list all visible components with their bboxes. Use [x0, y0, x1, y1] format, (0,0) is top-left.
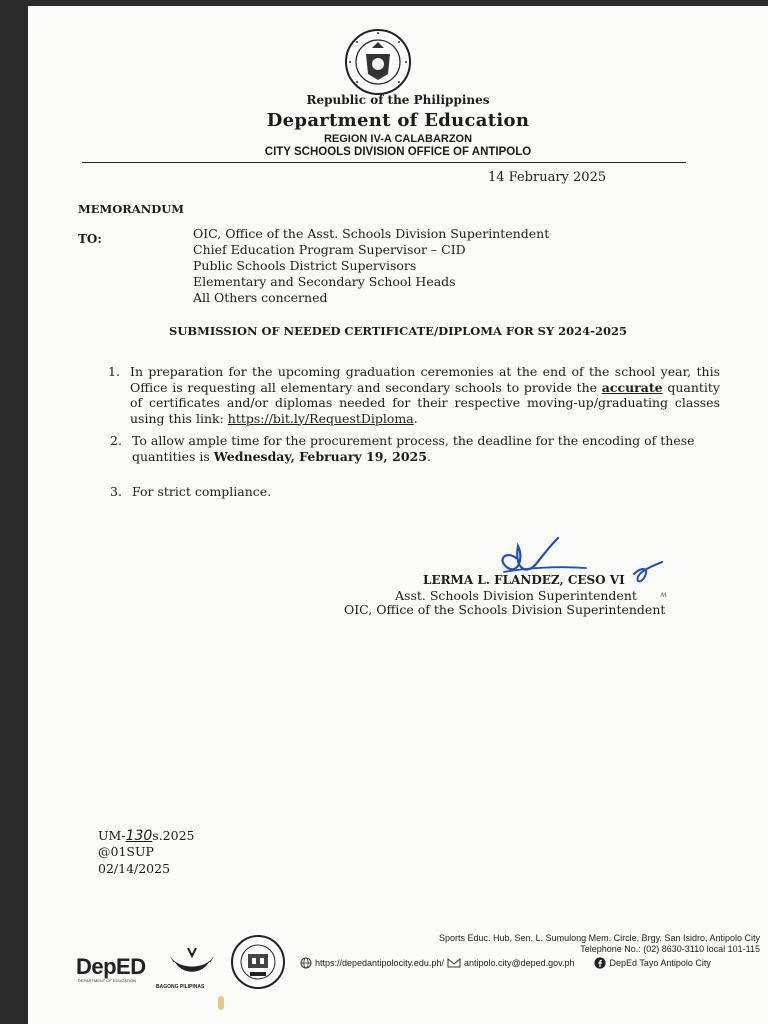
paragraph-text: In preparation for the upcoming graduation ceremonies at the end of the school year, this Office is requesting all elementary and secondary schools to provide the [130, 364, 720, 395]
memo-date: 14 February 2025 [488, 170, 607, 185]
signatory-title: Asst. Schools Division Superintendent [395, 588, 637, 603]
bagong-pilipinas-logo-icon [162, 944, 222, 984]
republic-heading: Republic of the Philippines [306, 93, 490, 107]
memo-page [28, 6, 768, 1024]
initial-mark-icon: ʍ [660, 590, 667, 599]
facebook-icon [594, 957, 606, 969]
memo-label: MEMORANDUM [78, 202, 184, 216]
recipient: Elementary and Secondary School Heads [193, 274, 456, 289]
paragraph-2 [110, 433, 722, 464]
control-suffix: s.2025 [152, 828, 195, 843]
paragraph-number: 2. [110, 433, 122, 448]
paragraph-text: quantity of certificates and/or diplomas needed for their respective moving-up/graduating classes using this link: [130, 379, 720, 426]
control-prefix: UM- [98, 828, 126, 843]
office-heading: CITY SCHOOLS DIVISION OFFICE OF ANTIPOLO [264, 146, 532, 158]
footer-address: Sports Educ. Hub, Sen. L. Sumulong Mem. Circle, Brgy. San Isidro, Antipolo City [439, 933, 760, 943]
paragraph-text: To allow ample time for the procurement process, the deadline for the encoding of these quantities is [132, 433, 695, 464]
header-divider [82, 162, 686, 163]
email-link[interactable]: antipolo.city@deped.gov.ph [463, 958, 575, 968]
footer-telephone: Telephone No.: (02) 8630-3110 local 101-115 [580, 944, 760, 954]
recipient: Public Schools District Supervisors [193, 258, 417, 273]
deped-seal-icon [344, 28, 412, 96]
memo-control-number [98, 828, 195, 844]
paragraph-text: . [426, 448, 431, 464]
office-code: @01SUP [98, 844, 154, 859]
deadline-text: Wednesday, February 19, 2025 [213, 448, 427, 464]
facebook-page-link[interactable]: DepEd Tayo Antipolo City [609, 958, 711, 968]
request-diploma-link[interactable]: https://bit.ly/RequestDiploma [227, 410, 414, 426]
region-heading: REGION IV-A CALABARZON [323, 133, 473, 145]
recipient: OIC, Office of the Asst. Schools Division Superintendent [193, 226, 550, 241]
paragraph-1 [108, 364, 720, 426]
to-label: TO: [78, 232, 102, 246]
deped-logo-subtitle: DEPARTMENT OF EDUCATION [78, 978, 137, 983]
control-date: 02/14/2025 [98, 861, 171, 876]
paragraph-3 [110, 484, 722, 500]
deped-logo: DepED [76, 954, 146, 979]
signatory-office: OIC, Office of the Schools Division Superintendent [344, 602, 666, 617]
emphasis-text: accurate [601, 379, 663, 395]
memo-subject: SUBMISSION OF NEEDED CERTIFICATE/DIPLOMA FOR SY 2024-2025 [169, 324, 627, 338]
bagong-pilipinas-text: BAGONG PILIPINAS [156, 984, 205, 990]
recipient: All Others concerned [193, 290, 328, 305]
paragraph-text: . [413, 410, 418, 426]
paragraph-number: 1. [108, 364, 120, 379]
department-heading: Department of Education [266, 110, 530, 131]
footer-contacts [300, 957, 711, 969]
paragraph-number: 3. [110, 484, 122, 499]
recipients-list [193, 226, 549, 306]
paragraph-text: For strict compliance. [132, 484, 272, 499]
division-seal-icon [230, 934, 286, 990]
globe-icon [300, 957, 312, 969]
control-handwritten-number: 130 [125, 828, 153, 844]
mail-icon [447, 958, 461, 968]
signatory-name: LERMA L. FLANDEZ, CESO VI [423, 573, 625, 587]
paper-smudge [218, 996, 224, 1010]
recipient: Chief Education Program Supervisor – CID [193, 242, 466, 257]
website-link[interactable]: https://depedantipolocity.edu.ph/ [315, 958, 444, 968]
